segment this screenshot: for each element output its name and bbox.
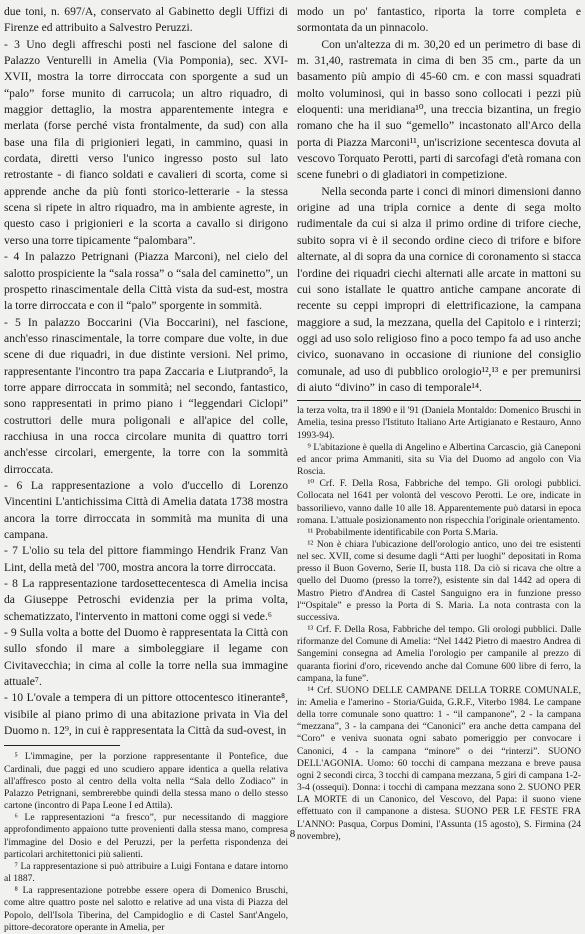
paragraph: - 6 La rappresentazione a volo d'uccello di Lorenzo Vincentini L'antichissima Città di Amelia datata 1738 mostra ancora la torre dirroccata in sommità ma munita di una campana. xyxy=(4,478,288,541)
paragraph: modo un po' fantastico, riporta la torre completa e sormontata da un pinnacolo. xyxy=(297,5,581,35)
footnote-separator xyxy=(4,745,120,746)
footnote: la terza volta, tra il 1890 e il '91 (Daniela Montaldo: Domenico Bruschi in Amelia, tesina presso l'Istituto Italiano Arte Artigianato e Restauro, Anno 1993-94). xyxy=(297,405,581,441)
footnote: ⁷ La rappresentazione si può attribuire a Luigi Fontana e datare intorno al 1887. xyxy=(4,860,288,885)
paragraph: - 8 La rappresentazione tardosettecentesca di Amelia incisa da Giuseppe Petroschi evidenzia per la prima volta, schematizzato, l'intervento in mattoni come oggi si vede.⁶ xyxy=(4,577,288,623)
left-main-text xyxy=(4,4,288,739)
paragraph: - 3 Uno degli affreschi posti nel fascione del salone di Palazzo Venturelli in Amelia (Via Pomponia), sec. XVI-XVII, mostra la torre dirroccata con sporgente a sud un “palo” forse munito di carrucola; un altro riquadro, di maggior dettaglio, la mostra apparentemente integra e merlata (forse perché vista frontalmente, da sud) con alla base una fila di prigionieri legati, in cammino, quasi in cordata, diretti verso l'unico ingresso posto sul lato retrostante - di fianco soldati e cavalieri di scorta, come si apprende anche da più fonti storico-letterarie - la stessa scena si ripete in altro riquadro, ma in ambiente agreste, in questo caso i prigionieri e la scorta a cavallo si dirigono verso una torre tipicamente “palombara”. xyxy=(4,37,288,247)
footnote: ⁶ Le rappresentazioni “a fresco”, pur necessitando di maggiore approfondimento appaiono tutte provenienti dalla stessa mano, compresa l'immagine del Dosio e del Peruzzi, per la perfetta rispondenza dei particolari architettonici più salienti. xyxy=(4,812,288,860)
left-footnotes xyxy=(4,751,288,933)
footnote: ¹³ Crf. F. Della Rosa, Fabbriche del tempo. Gli orologi pubblici. Dalle riformanze del Comune di Amelia: “Nel 1442 Pietro di maestro Andrea di Sangemini consegna ad Amelia l'orologio per campanile al prezzo di quaranta fiorini d'oro, ricevendo anche dal Comune 600 libre di ferro, la campana, la fune”. xyxy=(297,624,581,684)
right-column xyxy=(297,4,581,843)
left-column xyxy=(4,4,288,934)
footnote: ⁸ La rappresentazione potrebbe essere opera di Domenico Bruschi, come altre quattro poste nel salotto e relative ad una vista di Piazza del Popolo, dell'Isola Tiberina, del Campidoglio e di Castel Sant'Angelo, pittore-decoratore operante in Amelia, per xyxy=(4,885,288,933)
right-footnotes xyxy=(297,405,581,843)
paragraph: - 5 In palazzo Boccarini (Via Boccarini), nel fascione, anch'esso rinascimentale, la torre compare due volte, in due scene di due riquadri, in due distinte versioni. Nel primo, rappresentante l'incontro tra papa Zaccaria e Liutprando⁵, la torre appare dirroccata in sommità; nel secondo, fantastico, sono rappresentati in primo piano i “leggendari Ciclopi” costruttori delle mura poligonali e all'apice del colle, racchiusa in una rocca circolare munita di quattro torri anch'esse circolari, emergente, la torre con la sommità dirroccata. xyxy=(4,315,288,476)
paragraph: - 9 Sulla volta a botte del Duomo è rappresentata la Città con sullo sfondo il mare a simboleggiare il legame con Civitavecchia; in cima al colle la torre nella sua immagine attuale⁷. xyxy=(4,626,288,689)
right-main-text xyxy=(297,4,581,396)
page-number: 8 xyxy=(289,828,296,840)
paragraph: - 4 In palazzo Petrignani (Piazza Marconi), nel cielo del salotto prospiciente la “sala rossa” o “sala del caminetto”, un prospetto rinascimentale della Città vista da sud-est, mostra la torre dirroccata e con il “palo” sporgente in sommità. xyxy=(4,250,288,313)
footnote: ⁹ L'abitazione è quella di Angelino e Albertina Carcascio, già Caneponi ed ancor prima Ammaniti, sita su Via del Duomo ad angolo con Via Roscia. xyxy=(297,441,581,478)
footnote: ¹⁰ Crf. F. Della Rosa, Fabbriche del tempo. Gli orologi pubblici. Collocata nel 1641 per volontà del vescovo Perotti. Le ore, indicate in bassorilievo, vanno dalle 10 alle 18. Apparentemente può datarsi in epoca romana. L'attuale posizionamento non rispecchia l'originale orientamento. xyxy=(297,478,581,526)
paragraph: - 7 L'olio su tela del pittore fiammingo Hendrik Franz Van Lint, della metà del '700, mostra ancora la torre dirroccata. xyxy=(4,544,288,574)
paragraph: due toni, n. 697/A, conservato al Gabinetto degli Uffizi di Firenze ed attribuito a Salvestro Peruzzi. xyxy=(4,5,288,35)
paragraph: Con un'altezza di m. 30,20 ed un perimetro di base di m. 31,40, rastremata in cima di ben 35 cm., parte da un basamento più ampio di 45-60 cm. e con massi squadrati molto voluminosi, qui in basso sono collocati i pezzi più eloquenti: una meridiana¹⁰, una treccia bizantina, un fregio romano che ha il suo “gemello” incastonato all'Arco della porta di Piazza Marconi¹¹, un'iscrizione secentesca dovuta al vescovo Torquato Perotti, parti di sarcofagi d'età romana con scene funebri o di gladiatori in competizione. xyxy=(297,37,581,182)
footnote: ¹¹ Probabilmente identificabile con Porta S.Maria. xyxy=(307,526,499,538)
footnote: ¹² Non è chiara l'ubicazione dell'orologio antico, uno dei tre esistenti nel sec. XVII, come si desume dagli “Atti per luoghi” depositati in Roma presso il Buon Governo, Serie II, busta 118. Da ciò si ricava che oltre a quello del Duomo (presso la torre?), esistente sin dal 1442 ad opera di Mastro Pietro d'Andrea di Castel Sanguigno era in funzione presso l'“Ospitale” e presso la Porta di S. Maria. La nota contrasta con la successiva. xyxy=(297,538,581,623)
footnote-separator xyxy=(297,400,581,401)
footnote: ¹⁴ Crf. SUONO DELLE CAMPANE DELLA TORRE COMUNALE, in: Amelia e l'amerino - Storia/Guida, G.R.F., Viterbo 1984. Le campane della torre comunale sono quattro: 1 - “il campanone”, 2 - la campana “mezzana”, 3 - la campana dei “Canonici” era anche detta campana del “Coro” e veniva suonata ogni sabato pomeriggio per convocare i Canonici, 4 - la campana “minore” o dei “rinterzi”. SUONO DELL'AGONIA. Uomo: 60 tocchi di campana mezzana e breve pausa ogni 2 secondi circa, 3 tocchi di campana mezzana, 5 giri di campana 1-2-3-4 (ossequi). Donna: i tocchi di campana mezzana sono 2. SUONO PER LA MORTE di un Canonico, del Vescovo, del Papa: il suono viene effettuato con il campanone a distesa. SUONO PER LE FESTE FRA L'ANNO: Pasqua, Corpus Domini, l'Assunta (15 agosto), S. Firmina (24 novembre), xyxy=(297,684,581,842)
paragraph: - 10 L'ovale a tempera di un pittore ottocentesco itinerante⁸, visibile al piano primo di una abitazione privata in Via del Duomo n. 12⁹, in cui è rappresentata la Città da sud-ovest, in xyxy=(4,691,288,738)
footnote: ⁵ L'immagine, per la porzione rappresentante il Pontefice, due Cardinali, due paggi ed uno scudiero appare identica a quella relativa all'affresco posto al centro della volta nella “Sala dello Zodiaco” in Palazzo Petrignani, sembrerebbe quindi della stessa mano o dello stesso cartone (incontro di Papa Leone I ed Attila). xyxy=(4,751,288,812)
paragraph: Nella seconda parte i conci di minori dimensioni danno origine ad una tripla cornice a dente di sega molto rudimentale da cui si alza il primo ordine di trifore cieche, subito sopra vi è il secondo ordine cieco di trifore e bifore alternate, al di sopra da una cornice di coronamento si stacca l'ordine dei riquadri ciechi alternati alle arcate in mattoni su cui sono istallate le quattro antiche campane ancorate di recente su ceppi impropri di elettrificazione, la campana maggiore a sud, la mezzana, quella del Capitolo e i rinterzi; oggi ad uso solo religioso fino a poco tempo fa ad uso anche civico, suonavano in occasione di riunione del consiglio comunale, ad uso di pubblico orologio¹²,¹³ e per premunirsi di aiuto “divino” in caso di temporale¹⁴. xyxy=(297,184,581,394)
